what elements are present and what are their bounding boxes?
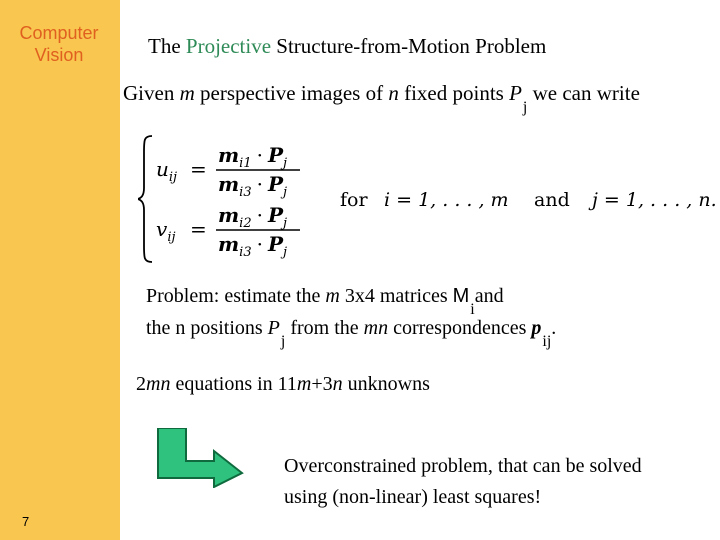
subscript-j: j (280, 333, 286, 350)
svg-text:vij (156, 217, 176, 245)
svg-text:mi1·Pj (218, 143, 287, 171)
course-title (0, 22, 118, 66)
var-p: p (531, 317, 542, 339)
bold-P: P (267, 172, 284, 196)
var-u: u (156, 157, 169, 181)
sub-i2: i2 (239, 216, 252, 231)
title-prefix: The (148, 34, 186, 58)
word-and: and (534, 189, 570, 211)
condition-j: j = 1, . . . , n. (592, 189, 717, 211)
var-m: m (296, 373, 312, 395)
problem-line2 (146, 313, 557, 350)
intro-sentence (123, 81, 640, 116)
problem-text: . (551, 317, 557, 339)
projection-equations (138, 132, 718, 267)
problem-statement (146, 281, 557, 350)
svg-text:mi3·Pj (218, 172, 287, 200)
var-v: v (156, 217, 168, 241)
dot-op: · (256, 172, 263, 196)
conclusion-line1: Overconstrained problem, that can be solved (284, 455, 642, 477)
intro-text: we can write (527, 81, 640, 105)
var-n: n (388, 81, 399, 105)
problem-text: Problem: estimate the (146, 285, 326, 307)
bold-m: m (218, 172, 240, 196)
sub-j: j (283, 185, 288, 200)
condition-i: i = 1, . . . , m (384, 189, 509, 211)
slide-number: 7 (22, 514, 30, 529)
conclusion (284, 451, 642, 513)
var-m: m (179, 81, 195, 105)
problem-text: 3x4 matrices (339, 285, 453, 307)
sub-ij: ij (167, 230, 176, 245)
equals-sign: = (190, 217, 207, 241)
bold-P: P (267, 203, 284, 227)
title-suffix: Structure-from-Motion Problem (271, 34, 547, 58)
sub-j: j (283, 245, 288, 260)
subscript-ij: ij (542, 333, 552, 350)
problem-text: and (474, 285, 504, 307)
sub-i1: i1 (239, 156, 252, 171)
svg-text:mi2·Pj (218, 203, 287, 231)
var-P: P (509, 81, 522, 105)
problem-line1 (146, 281, 556, 318)
equation-count (136, 373, 430, 396)
slide-title (148, 34, 546, 59)
equals-sign: = (190, 157, 207, 181)
var-m: m (325, 285, 340, 307)
bold-m: m (218, 203, 240, 227)
count-text: 2 (136, 373, 146, 395)
dot-op: · (256, 232, 263, 256)
bent-down-right-arrow-icon (155, 428, 245, 488)
svg-text:uij (156, 157, 177, 185)
title-highlight: Projective (185, 34, 272, 58)
sub-j: j (283, 216, 288, 231)
sidebar (0, 0, 120, 540)
bold-m: m (218, 232, 240, 256)
bold-m: m (218, 143, 240, 167)
subscript-j: j (522, 99, 528, 116)
var-mn: mn (363, 317, 389, 339)
left-brace (138, 136, 152, 262)
dot-op: · (256, 203, 263, 227)
sub-i3: i3 (239, 245, 252, 260)
problem-text: from the (285, 317, 364, 339)
subscript-i: i (470, 301, 475, 318)
problem-text: correspondences (388, 317, 532, 339)
svg-text:mi3·Pj (218, 232, 287, 260)
word-for: for (340, 189, 368, 211)
intro-text: perspective images of (194, 81, 389, 105)
var-n: n (332, 373, 343, 395)
count-text: equations in 11 (170, 373, 297, 395)
count-text: +3 (311, 373, 333, 395)
var-mn: mn (146, 373, 171, 395)
sub-j: j (283, 156, 288, 171)
dot-op: · (256, 143, 263, 167)
var-M: M (452, 285, 470, 307)
intro-text: Given (123, 81, 180, 105)
course-title-line2: Vision (34, 45, 84, 65)
conclusion-line2: using (non-linear) least squares! (284, 486, 542, 508)
bold-P: P (267, 232, 284, 256)
var-P: P (267, 317, 280, 339)
sub-ij: ij (168, 170, 178, 185)
count-text: unknowns (342, 373, 430, 395)
sub-i3: i3 (239, 185, 252, 200)
course-title-line1: Computer (19, 23, 99, 43)
problem-text: the n positions (146, 317, 268, 339)
bold-P: P (267, 143, 284, 167)
intro-text: fixed points (398, 81, 510, 105)
